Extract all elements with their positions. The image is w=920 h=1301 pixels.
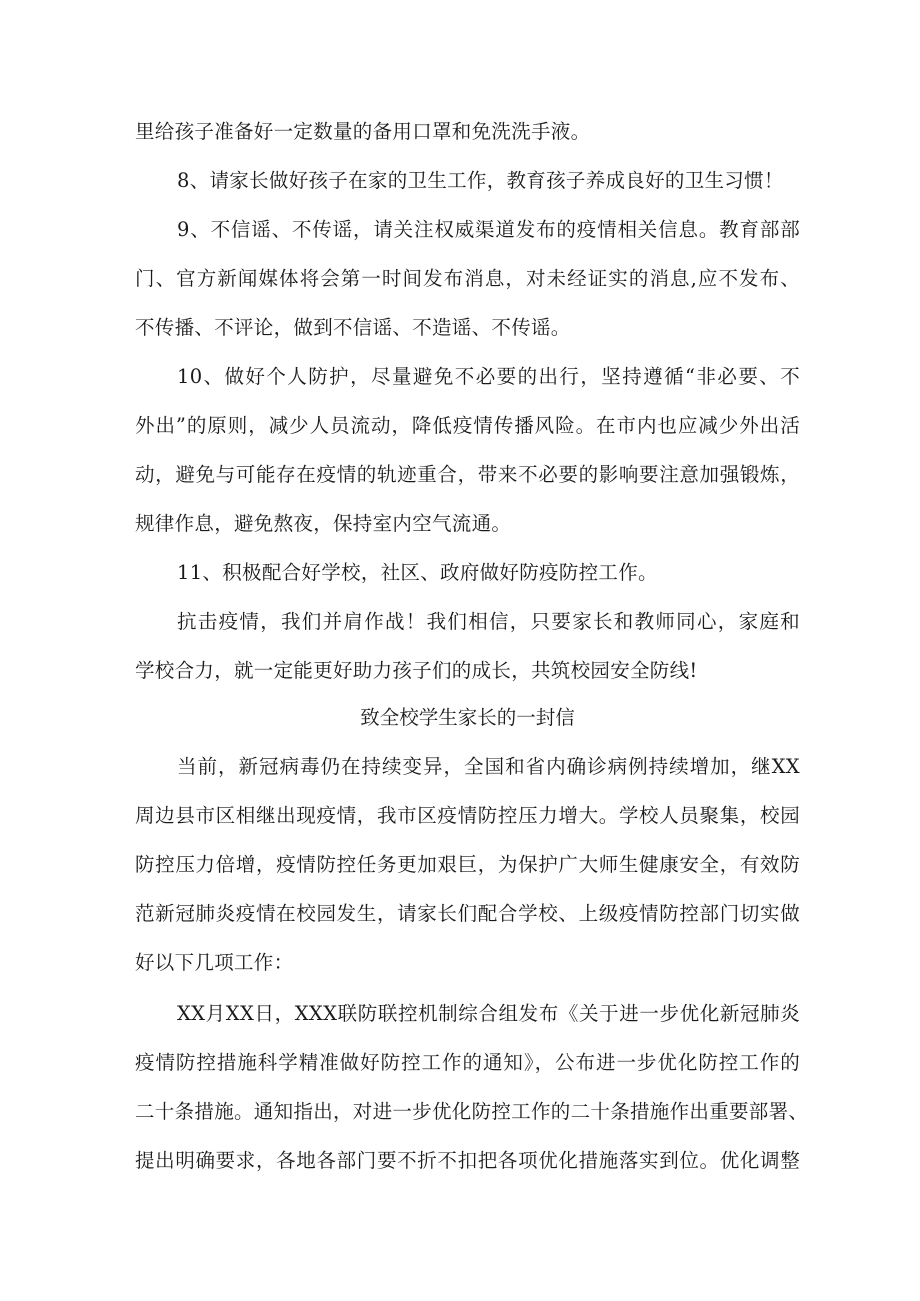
paragraph-line: 周边县市区相继出现疫情，我市区疫情防控压力增大。学校人员聚集，校园 bbox=[135, 804, 800, 827]
paragraph-line: 动，避免与可能存在疫情的轨迹重合，带来不必要的影响要注意加强锻炼， bbox=[135, 463, 800, 486]
paragraph-line: XX月XX日，XXX联防联控机制综合组发布《关于进一步优化新冠肺炎 bbox=[177, 1002, 800, 1025]
paragraph-line: 外出”的原则，减少人员流动，降低疫情传播风险。在市内也应减少外出活 bbox=[135, 414, 800, 437]
paragraph-line: 好以下几项工作： bbox=[135, 951, 294, 974]
paragraph-line: 学校合力，就一定能更好助力孩子们的成长，共筑校园安全防线! bbox=[135, 659, 698, 682]
paragraph-line: 抗击疫情，我们并肩作战！我们相信，只要家长和教师同心，家庭和 bbox=[177, 610, 800, 633]
paragraph-line: 里给孩子准备好一定数量的备用口罩和免洗洗手液。 bbox=[135, 120, 591, 143]
paragraph-line: 防控压力倍增，疫情防控任务更加艰巨，为保护广大师生健康安全，有效防 bbox=[135, 853, 800, 876]
paragraph-line: 疫情防控措施科学精准做好防控工作的通知》，公布进一步优化防控工作的 bbox=[135, 1051, 800, 1074]
paragraph-line: 提出明确要求，各地各部门要不折不扣把各项优化措施落实到位。优化调整 bbox=[135, 1149, 800, 1172]
paragraph-line: 范新冠肺炎疫情在校园发生，请家长们配合学校、上级疫情防控部门切实做 bbox=[135, 902, 800, 925]
paragraph-line: 门、官方新闻媒体将会第一时间发布消息，对未经证实的消息,应不发布、 bbox=[135, 267, 800, 290]
paragraph-line: 不传播、不评论，做到不信谣、不造谣、不传谣。 bbox=[135, 316, 571, 339]
paragraph-line: 11、积极配合好学校，社区、政府做好防疫防控工作。 bbox=[177, 561, 658, 584]
paragraph-line: 规律作息，避免熬夜，保持室内空气流通。 bbox=[135, 512, 512, 535]
paragraph-line: 当前，新冠病毒仍在持续变异，全国和省内确诊病例持续增加，继XX bbox=[177, 755, 800, 778]
paragraph-line: 8、请家长做好孩子在家的卫生工作，教育孩子养成良好的卫生习惯！ bbox=[177, 169, 784, 192]
letter-title: 致全校学生家长的一封信 bbox=[360, 706, 575, 729]
paragraph-line: 10、做好个人防护，尽量避免不必要的出行，坚持遵循“非必要、不 bbox=[177, 365, 800, 388]
paragraph-line: 二十条措施。通知指出，对进一步优化防控工作的二十条措施作出重要部署、 bbox=[135, 1100, 809, 1123]
paragraph-line: 9、不信谣、不传谣，请关注权威渠道发布的疫情相关信息。教育部部 bbox=[177, 218, 800, 241]
